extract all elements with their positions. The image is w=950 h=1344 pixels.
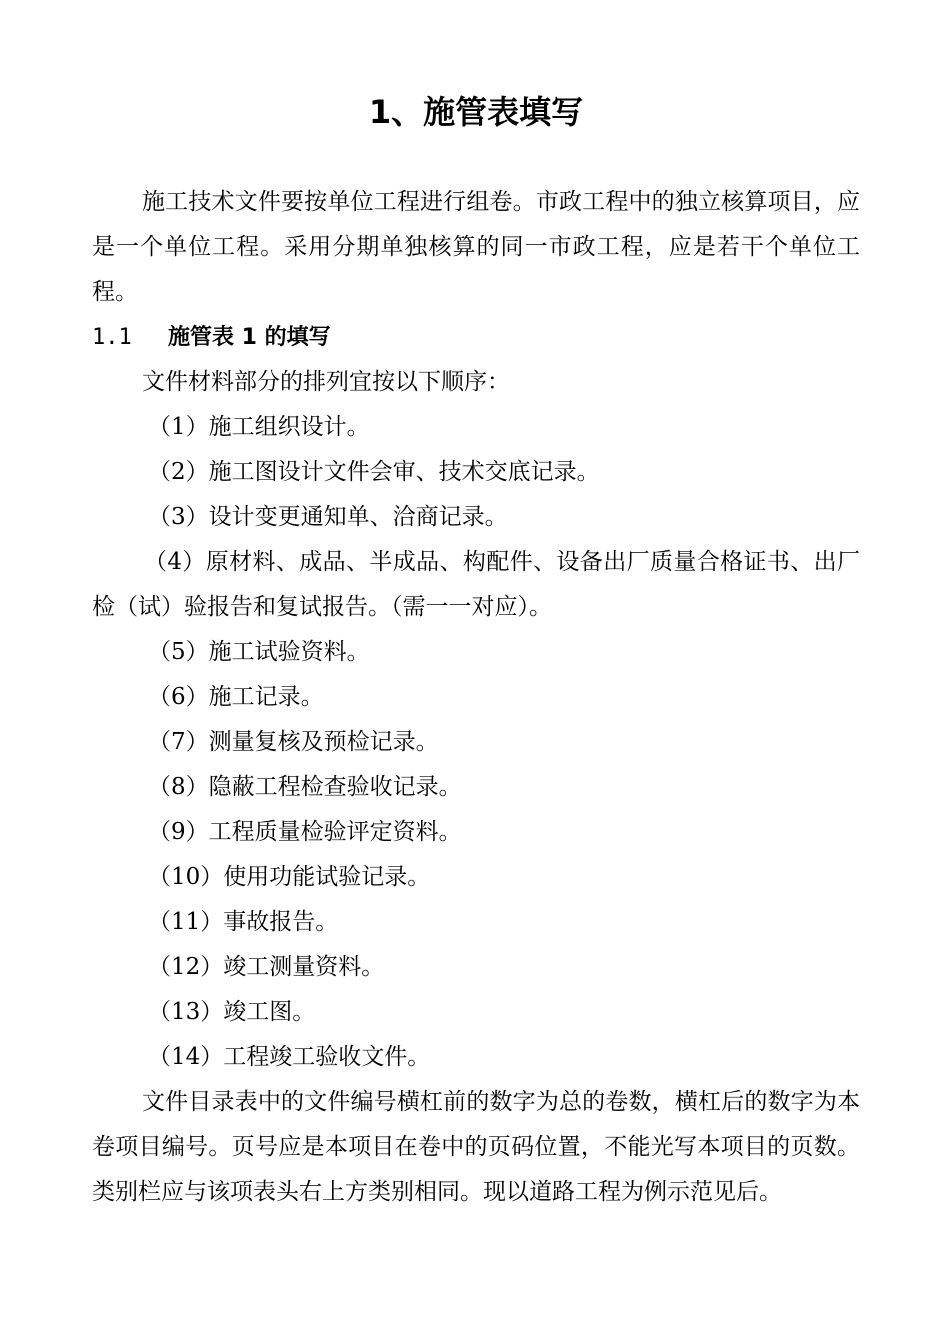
list-item-2: （2）施工图设计文件会审、技术交底记录。	[148, 459, 600, 485]
list-item-6: （6）施工记录。	[148, 684, 324, 710]
document-body	[92, 180, 860, 1215]
closing-paragraph: 文件目录表中的文件编号横杠前的数字为总的卷数，横杠后的数字为本卷项目编号。页号应是本项目在卷中的页码位置，不能光写本项目的页数。类别栏应与该项表头右上方类别相同。现以道路工程为例示范见后。	[92, 1089, 860, 1205]
list-item-12: （12）竣工测量资料。	[148, 954, 385, 980]
list-item-1: （1）施工组织设计。	[148, 414, 370, 440]
list-item-13: （13）竣工图。	[148, 999, 316, 1025]
order-lead-text: 文件材料部分的排列宜按以下顺序：	[142, 369, 510, 395]
list-item-4: （4）原材料、成品、半成品、构配件、设备出厂质量合格证书、出厂检（试）验报告和复试报告。（需一一对应）。	[92, 549, 860, 620]
list-item-11: （11）事故报告。	[148, 909, 339, 935]
page-title: 1、施管表填写	[368, 93, 584, 131]
section-title: 施管表 1 的填写	[168, 325, 331, 350]
list-item-5: （5）施工试验资料。	[148, 639, 370, 665]
intro-paragraph: 施工技术文件要按单位工程进行组卷。市政工程中的独立核算项目，应是一个单位工程。采用分期单独核算的同一市政工程，应是若干个单位工程。	[92, 189, 860, 305]
list-item-7: （7）测量复核及预检记录。	[148, 729, 439, 755]
list-item-9: （9）工程质量检验评定资料。	[148, 819, 462, 845]
section-heading	[92, 315, 860, 360]
list-item-10: （10）使用功能试验记录。	[148, 864, 431, 890]
list-item-3: （3）设计变更通知单、洽商记录。	[148, 504, 508, 530]
list-item-8: （8）隐蔽工程检查验收记录。	[148, 774, 462, 800]
section-number: 1.1	[92, 325, 132, 350]
list-item-14: （14）工程竣工验收文件。	[148, 1044, 431, 1070]
